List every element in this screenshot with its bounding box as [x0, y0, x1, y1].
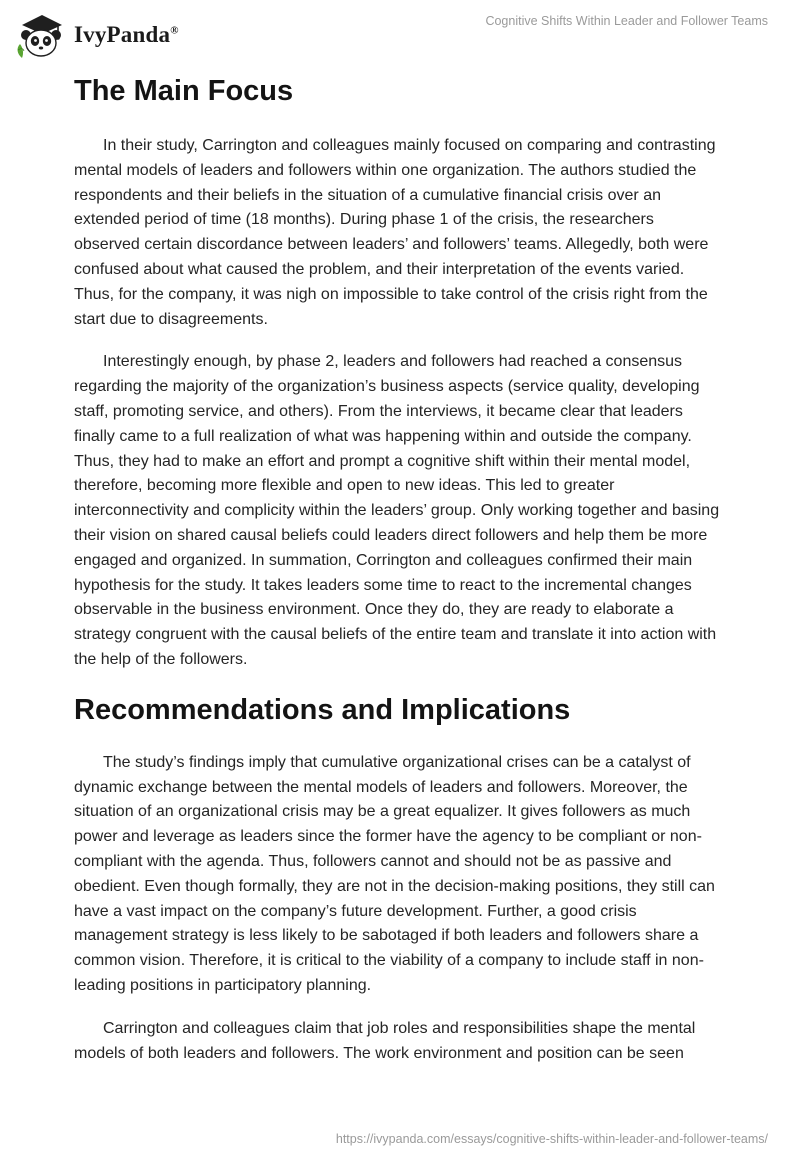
- section-heading-recommendations: Recommendations and Implications: [74, 693, 571, 726]
- registered-mark: ®: [170, 24, 179, 37]
- brand-logo[interactable]: [14, 10, 179, 60]
- paragraph: The study’s findings imply that cumulative organizational crises can be a catalyst of dynamic exchange between the mental models of leaders and followers. Moreover, the situation of an organizational crisis may be a great equalizer. It gives followers as much power and leverage as leaders since the former have the agency to be compliant or non-compliant with the agenda. Thus, followers cannot and should not be as passive and obedient. Even though formally, they are not in the decision-making positions, they still can have a vast impact on the company’s future development. Further, a good crisis management strategy is less likely to be sabotaged if both leaders and followers share a common vision. Therefore, it is critical to the viability of a company to include staff in non-leading positions in participatory planning.: [74, 753, 715, 994]
- brand-name: IvyPanda®: [74, 22, 179, 47]
- paragraph: Carrington and colleagues claim that job roles and responsibilities shape the mental models of both leaders and followers. The work environment and position can be seen: [74, 1019, 696, 1062]
- section-heading-main-focus: The Main Focus: [74, 75, 294, 107]
- document-title: Cognitive Shifts Within Leader and Follower Teams: [485, 14, 768, 28]
- paragraph: In their study, Carrington and colleagues mainly focused on comparing and contrasting mental models of leaders and followers within one organization. The authors studied the respondents and their beliefs in the situation of a cumulative financial crisis over an extended period of time (18 months). During phase 1 of the crisis, the researchers observed certain discordance between leaders’ and followers’ teams. Allegedly, both were confused about what caused the problem, and their interpretation of the events varied. Thus, for the company, it was nigh on impossible to take control of the crisis right from the start due to disagreements.: [74, 137, 716, 328]
- essay-content: [74, 72, 734, 1084]
- source-url-link[interactable]: https://ivypanda.com/essays/cognitive-shifts-within-leader-and-follower-teams/: [335, 1132, 768, 1146]
- paragraph: Interestingly enough, by phase 2, leaders and followers had reached a consensus regarding the majority of the organization’s business aspects (service quality, developing staff, promoting service, and others). From the interviews, it became clear that leaders finally came to a full realization of what was happening within and outside the company. Thus, they had to make an effort and prompt a cognitive shift within their mental model, therefore, becoming more flexible and open to new ideas. This led to greater interconnectivity and complicity within the leaders’ group. Only working together and basing their vision on shared causal beliefs could leaders direct followers and help them be more engaged and organized. In summation, Corrington and colleagues confirmed their main hypothesis for the study. It takes leaders some time to react to the incremental changes observable in the business environment. Once they do, they are ready to elaborate a strategy congruent with the causal beliefs of the entire team and translate it into action with the help of the followers.: [74, 353, 720, 668]
- panda-logo-icon: [14, 10, 70, 60]
